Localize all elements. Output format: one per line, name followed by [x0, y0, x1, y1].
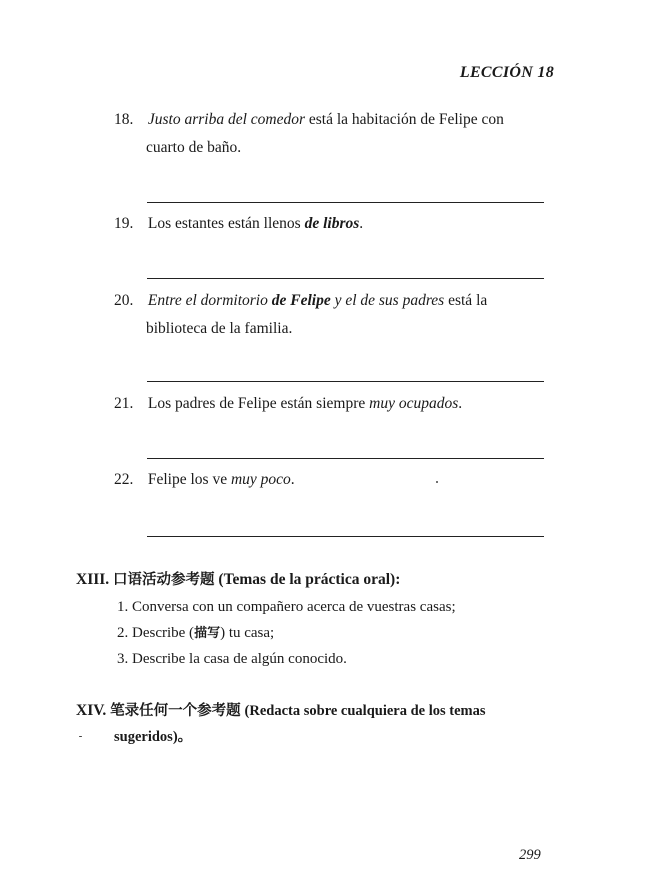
item-text: muy ocupados — [369, 395, 459, 412]
item-number: 21. — [114, 395, 134, 412]
item-text: y el de sus padres — [330, 292, 445, 309]
item-text: Justo arriba del comedor — [147, 111, 306, 128]
exercise-item-20 — [114, 287, 570, 343]
item-continuation: biblioteca de la familia. — [146, 320, 293, 337]
scan-speck — [436, 481, 438, 483]
item-text: Entre el dormitorio — [147, 292, 272, 309]
item-text: Los estantes están llenos — [147, 215, 305, 232]
section-title-cn: 口语活动参考题 — [113, 572, 215, 588]
section-title-es: (Temas de la práctica oral): — [218, 571, 401, 588]
answer-line-21[interactable] — [147, 458, 544, 459]
section-title-cn: 笔录任何一个参考题 — [110, 703, 241, 719]
topic-number: 1. — [117, 599, 129, 615]
section-xiii-heading — [76, 567, 576, 593]
answer-line-20[interactable] — [147, 381, 544, 382]
scan-speck — [79, 736, 82, 737]
exercise-item-19 — [114, 210, 570, 238]
item-text: muy poco — [230, 471, 291, 488]
item-text: de libros — [304, 215, 360, 232]
item-line — [114, 287, 570, 315]
item-continuation: cuarto de baño. — [146, 139, 242, 156]
answer-line-19[interactable] — [147, 278, 544, 279]
topic-text: ) tu casa; — [220, 625, 275, 641]
topic-number: 3. — [117, 651, 129, 667]
topic-item-1 — [117, 594, 456, 620]
item-line — [114, 466, 570, 494]
item-text: . — [359, 215, 364, 232]
item-number: 19. — [114, 215, 134, 232]
item-text: Los padres de Felipe están siempre — [147, 395, 370, 412]
topic-item-2 — [117, 620, 274, 647]
section-title-es: sugeridos) — [114, 729, 178, 745]
topic-item-3 — [117, 646, 347, 672]
topic-text: Describe la casa de algún conocido. — [132, 651, 347, 667]
item-text: de Felipe — [271, 292, 331, 309]
item-line — [114, 210, 570, 238]
section-title-cn-end: 。 — [177, 729, 193, 745]
item-text: Felipe los ve — [147, 471, 231, 488]
item-text: está la habitación de Felipe con — [305, 111, 504, 128]
exercise-item-21 — [114, 390, 570, 418]
section-xiv-heading — [76, 698, 576, 724]
section-title-es: (Redacta sobre cualquiera de los temas — [244, 703, 486, 719]
topic-text-cn: 描写 — [194, 626, 221, 641]
item-number: 18. — [114, 111, 134, 128]
answer-line-18[interactable] — [147, 202, 544, 203]
item-line — [114, 390, 570, 418]
page-number: 299 — [519, 847, 541, 863]
topic-text: Describe ( — [132, 625, 195, 641]
section-label: XIV. — [76, 702, 107, 719]
item-text: . — [458, 395, 463, 412]
exercise-item-18 — [114, 106, 570, 162]
topic-number: 2. — [117, 625, 129, 641]
item-number: 22. — [114, 471, 134, 488]
answer-line-22[interactable] — [147, 536, 544, 537]
section-xiv-heading-cont — [114, 724, 614, 750]
topic-text: Conversa con un compañero acerca de vuestras casas; — [132, 599, 456, 615]
item-number: 20. — [114, 292, 134, 309]
item-text: . — [290, 471, 295, 488]
exercise-item-22 — [114, 466, 570, 494]
item-line — [114, 106, 570, 134]
item-text: está la — [444, 292, 488, 309]
section-label: XIII. — [76, 571, 110, 588]
lesson-header: LECCIÓN 18 — [459, 64, 554, 81]
